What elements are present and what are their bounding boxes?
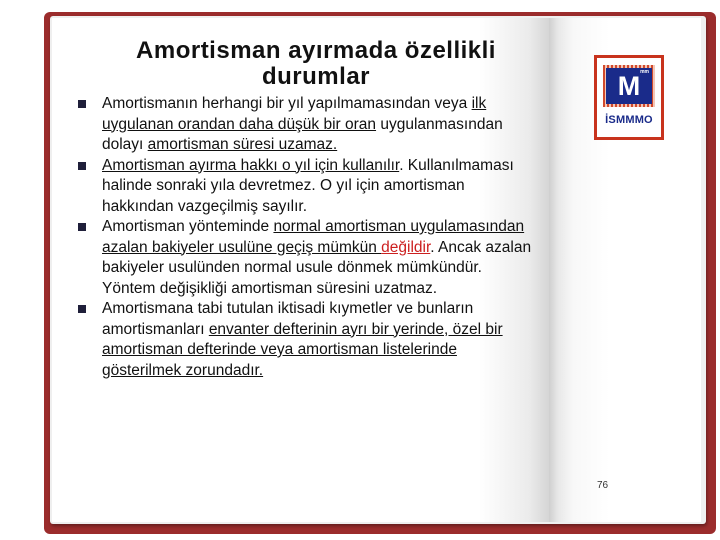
bullet-text-segment: değildir [381,238,431,256]
square-bullet-icon [78,305,86,313]
bullet-text-segment: Amortisman ayırma hakkı o yıl için kullanılır [102,156,400,174]
bullet-text-segment: Amortismana tabi tutulan iktisadi kıymetler ve bunların amortismanları [102,300,474,338]
square-bullet-icon [78,223,86,231]
ismmmo-logo [594,55,664,140]
logo-mark [606,68,652,104]
page-number: 76 [597,480,609,491]
bullet-list [77,94,537,381]
bullet-item [77,299,537,381]
logo-text: İSMMMO [605,114,653,126]
bullet-item [77,217,537,299]
bullet-text-segment: amortisman süresi uzamaz. [147,136,338,153]
bullet-text-segment: . Ancak azalan bakiyeler usulünden normal usule dönmek mümkündür. Yöntem değişikliği amortisman süresini uzatmaz. [102,238,532,297]
bullet-text-segment: . Kullanılmaması halinde sonraki yıla devretmez. O yıl için amortisman hakkından vazgeçilmiş sayılır. [102,156,514,215]
logo-superscript: mm [640,69,649,75]
bullet-text-segment: normal amortisman uygulamasından azalan bakiyeler usulüne geçiş mümkün [102,218,525,256]
square-bullet-icon [78,100,86,108]
bullet-text-segment: uygulanmasından dolayı [102,115,503,153]
logo-letter: M [617,71,641,101]
square-bullet-icon [78,162,86,170]
bullet-item [77,94,537,156]
slide-title: Amortisman ayırmada özellikli durumlar [136,37,496,90]
bullet-text-segment: Amortismanın herhangi bir yıl yapılmamasından veya [102,95,472,112]
bullet-item [77,156,537,218]
bullet-text-segment: envanter defterinin ayrı bir yerinde, özel bir amortisman defterinde veya amortisman listelerinde gösterilmek zorundadır. [102,320,503,379]
bullet-text-segment: Amortisman yönteminde [102,218,274,235]
bullet-text-segment: ilk uygulanan orandan daha düşük bir oran [102,95,487,133]
